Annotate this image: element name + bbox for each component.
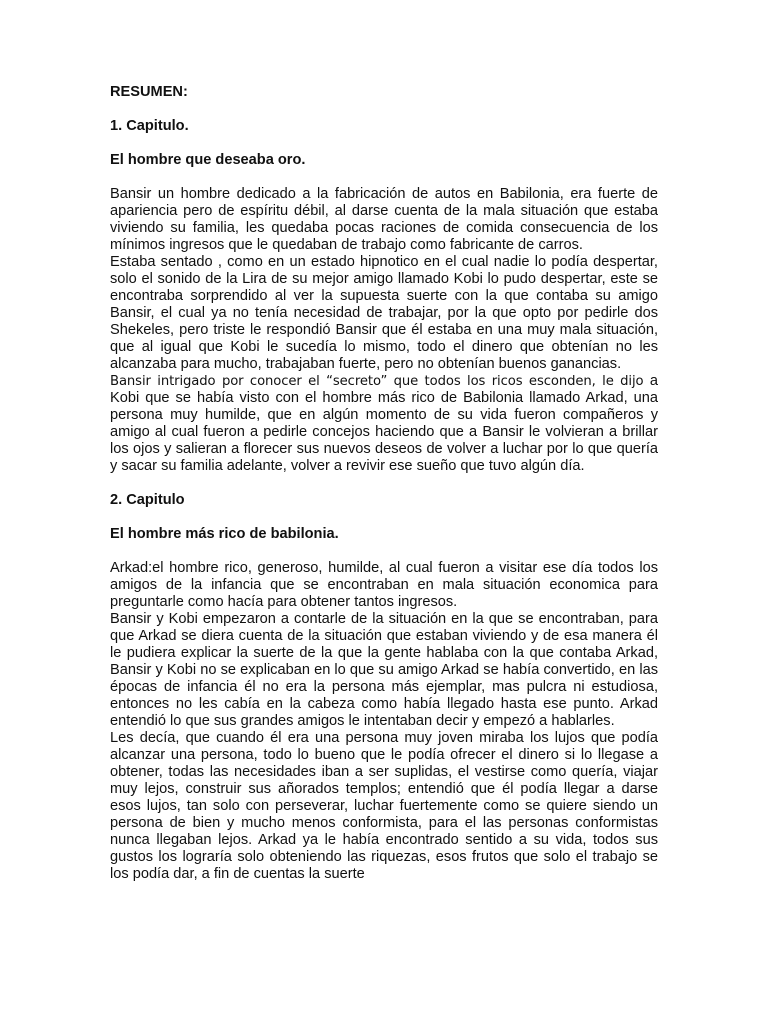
chapter-1-paragraph-3-start: Bansir intrigado por conocer el “secreto” que todos los ricos esconden, le dijo [110,374,644,389]
chapter-2-paragraph-3: Les decía, que cuando él era una persona muy joven miraba los lujos que podía alcanzar una persona, todo lo bueno que le podía ofrecer el dinero si lo llegase a obtener, todas las necesidades iban a ser suplidas, el vestirse como quería, viajar muy lejos, construir sus añorados templos; entendió que él podía llegar a darse esos lujos, tan solo con perseverar, luchar fuertemente como se quiere siendo un persona de bien y mucho menos conformista, para el las personas conformistas nunca llegaban lejos. Arkad ya le había encontrado sentido a su vida, todos sus gustos los lograría solo obteniendo las riquezas, esos frutos que solo el trabajo se los podía dar, a fin de cuentas la suerte [110,730,658,882]
chapter-2-paragraph-1: Arkad:el hombre rico, generoso, humilde, al cual fueron a visitar ese día todos los amigos de la infancia que se encontraban en mala situación economica para preguntarle como hacía para obtener tantos ingresos. [110,560,658,610]
chapter-2-paragraph-2: Bansir y Kobi empezaron a contarle de la situación en la que se encontraban, para que Arkad se diera cuenta de la situación que estaban viviendo y de esa manera él le pudiera explicar la suerte de la que la gente hablaba con la que contaba Arkad, Bansir y Kobi no se explicaban en lo que su amigo Arkad se había convertido, en las épocas de infancia él no era la persona más ejemplar, mas pulcra ni estudiosa, entonces no les cabía en la cabeza como había llegado hasta ese punto. Arkad entendió lo que sus grandes amigos le intentaban decir y empezó a hablarles. [110,611,658,729]
chapter-1-paragraph-3 [110,373,658,475]
chapter-1-paragraph-2: Estaba sentado , como en un estado hipnotico en el cual nadie lo podía despertar, solo el sonido de la Lira de su mejor amigo llamado Kobi lo pudo despertar, este se encontraba sorprendido al ver la supuesta suerte con la que contaba su amigo Bansir, el cual ya no tenía necesidad de trabajar, por la que opto por pedirle dos Shekeles, pero triste le respondió Bansir que él estaba en una muy mala situación, que al igual que Kobi le sucedía lo mismo, todo el dinero que obtenían no les alcanzaba para mucho, trabajaban fuerte, pero no obtenían buenos ganancias. [110,254,658,372]
chapter-1-number: 1. Capitulo. [110,118,189,134]
chapter-1-title: El hombre que deseaba oro. [110,152,306,168]
chapter-1-paragraph-3-rest: a Kobi que se había visto con el hombre más rico de Babilonia llamado Arkad, una persona muy humilde, que en algún momento de su vida fueron compañeros y amigo al cual fueron a pedirle concejos haciendo que a Bansir le volvieran a brillar los ojos y salieran a florecer sus nuevos deseos de volver a luchar por lo que quería y sacar su familia adelante, volver a revivir ese sueño que tuvo algún día. [110,373,659,474]
resumen-heading: RESUMEN: [110,84,188,100]
chapter-2-title: El hombre más rico de babilonia. [110,526,339,542]
chapter-1-paragraph-1: Bansir un hombre dedicado a la fabricación de autos en Babilonia, era fuerte de apariencia pero de espíritu débil, al darse cuenta de la mala situación que estaba viviendo su familia, les quedaba pocas raciones de comida consecuencia de los mínimos ingresos que le quedaban de trabajo como fabricante de carros. [110,186,658,253]
document-page [110,84,658,883]
chapter-2-number: 2. Capitulo [110,492,185,508]
